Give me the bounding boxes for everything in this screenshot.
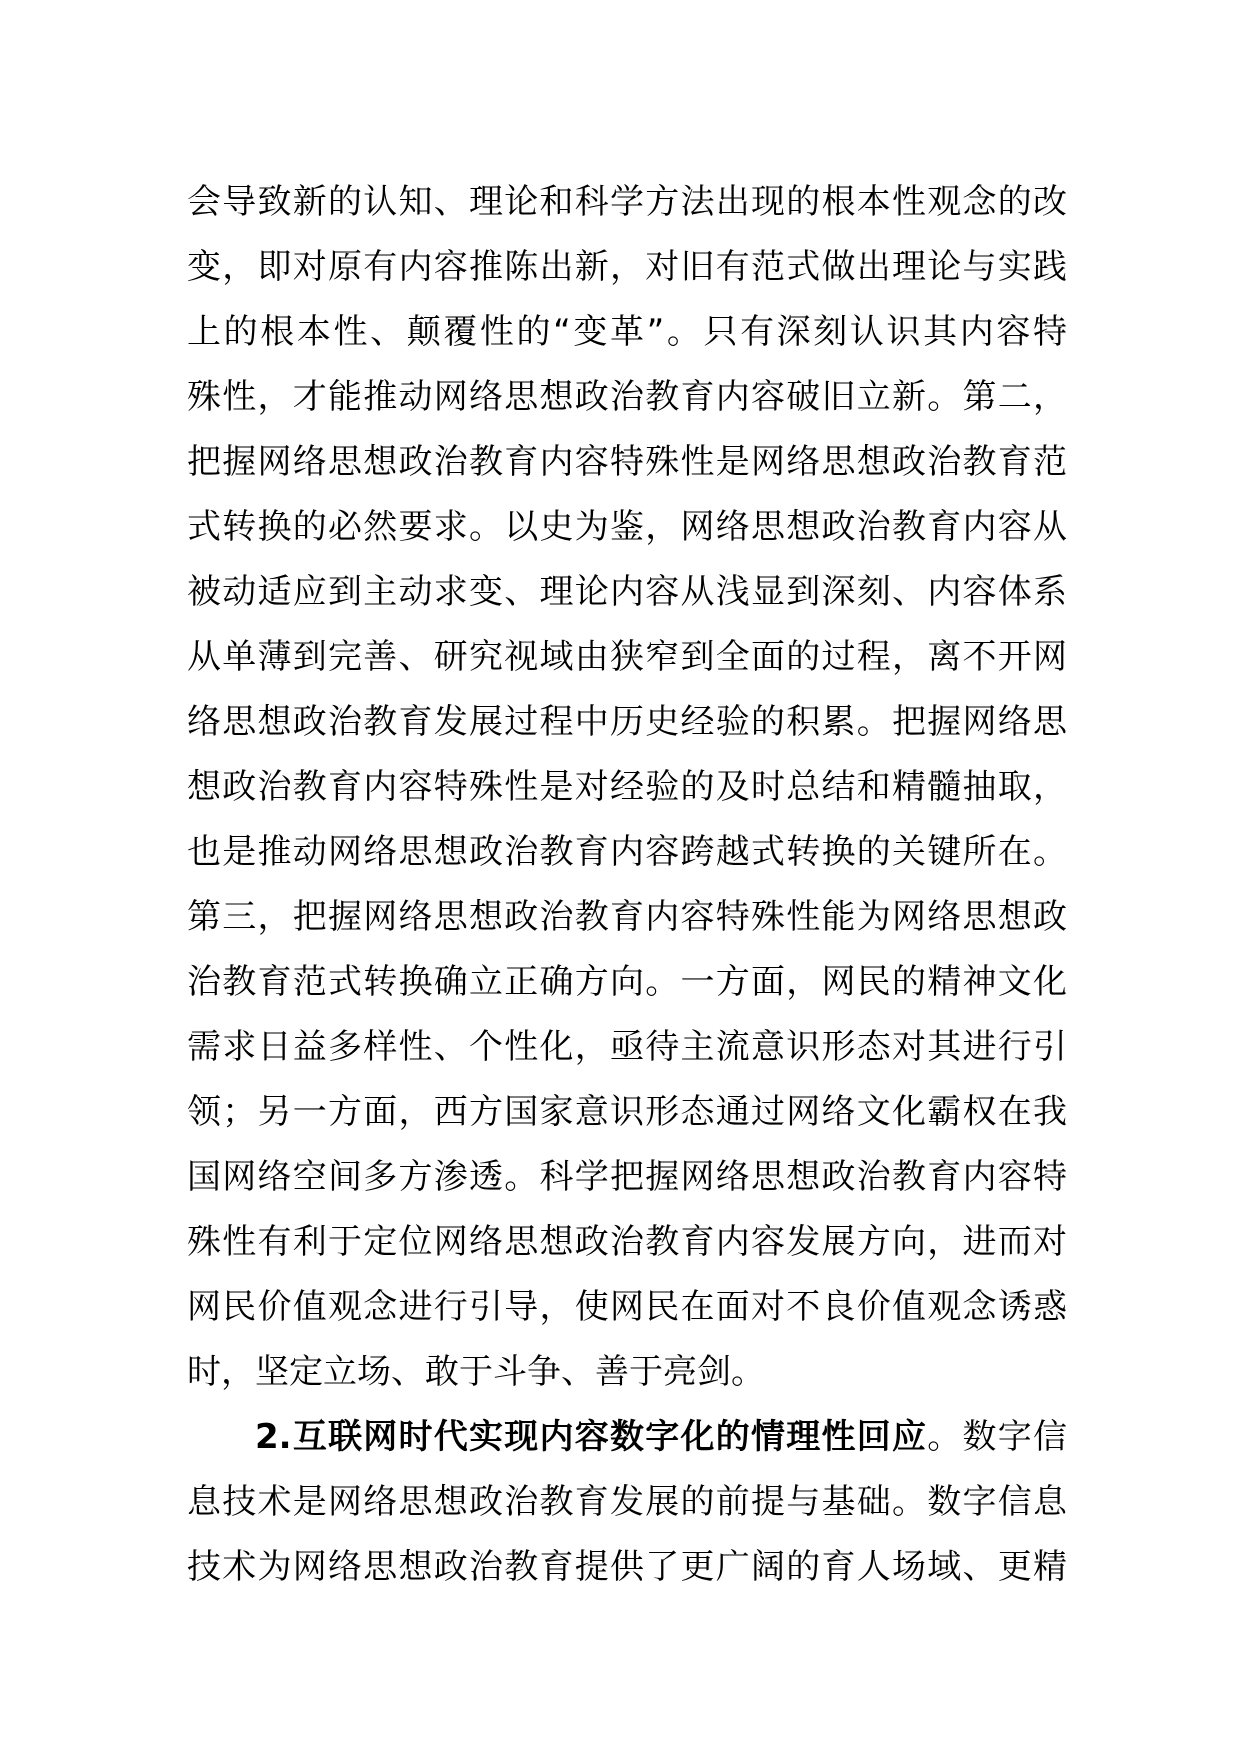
- text-line: 第三，把握网络思想政治教育内容特殊性能为网络思想政: [187, 897, 1067, 937]
- text-line: 上的根本性、颠覆性的“变革”。只有深刻认识其内容特: [187, 312, 1067, 352]
- heading-line: [187, 1405, 1067, 1470]
- text-line: 也是推动网络思想政治教育内容跨越式转换的关键所在。: [187, 832, 1067, 872]
- text-line: 技术为网络思想政治教育提供了更广阔的育人场域、更精: [187, 1547, 1067, 1587]
- text-line: 从单薄到完善、研究视域由狭窄到全面的过程，离不开网: [187, 637, 1067, 677]
- text-line: 时，坚定立场、敢于斗争、善于亮剑。: [187, 1352, 765, 1392]
- body-text: [187, 170, 1067, 1600]
- text-line: 殊性，才能推动网络思想政治教育内容破旧立新。第二，: [187, 377, 1067, 417]
- text-line: 治教育范式转换确立正确方向。一方面，网民的精神文化: [187, 962, 1067, 1002]
- paragraph-2: [187, 1405, 1067, 1600]
- section-heading: 2.互联网时代实现内容数字化的情理性回应: [255, 1417, 928, 1457]
- text-line: 想政治教育内容特殊性是对经验的及时总结和精髓抽取，: [187, 767, 1067, 807]
- paragraph-1: [187, 170, 1067, 1405]
- heading-line-rest: 。数字信: [927, 1417, 1067, 1457]
- text-line: 把握网络思想政治教育内容特殊性是网络思想政治教育范: [187, 442, 1067, 482]
- text-line: 变，即对原有内容推陈出新，对旧有范式做出理论与实践: [187, 247, 1067, 287]
- text-line: 殊性有利于定位网络思想政治教育内容发展方向，进而对: [187, 1222, 1067, 1262]
- text-line: 络思想政治教育发展过程中历史经验的积累。把握网络思: [187, 702, 1067, 742]
- text-line: 会导致新的认知、理论和科学方法出现的根本性观念的改: [187, 182, 1067, 222]
- text-line: 需求日益多样性、个性化，亟待主流意识形态对其进行引: [187, 1027, 1067, 1067]
- text-line: 式转换的必然要求。以史为鉴，网络思想政治教育内容从: [187, 507, 1067, 547]
- text-line: 息技术是网络思想政治教育发展的前提与基础。数字信息: [187, 1482, 1067, 1522]
- text-line: 网民价值观念进行引导，使网民在面对不良价值观念诱惑: [187, 1287, 1067, 1327]
- text-line: 国网络空间多方渗透。科学把握网络思想政治教育内容特: [187, 1157, 1067, 1197]
- text-line: 被动适应到主动求变、理论内容从浅显到深刻、内容体系: [187, 572, 1067, 612]
- text-line: 领；另一方面，西方国家意识形态通过网络文化霸权在我: [187, 1092, 1067, 1132]
